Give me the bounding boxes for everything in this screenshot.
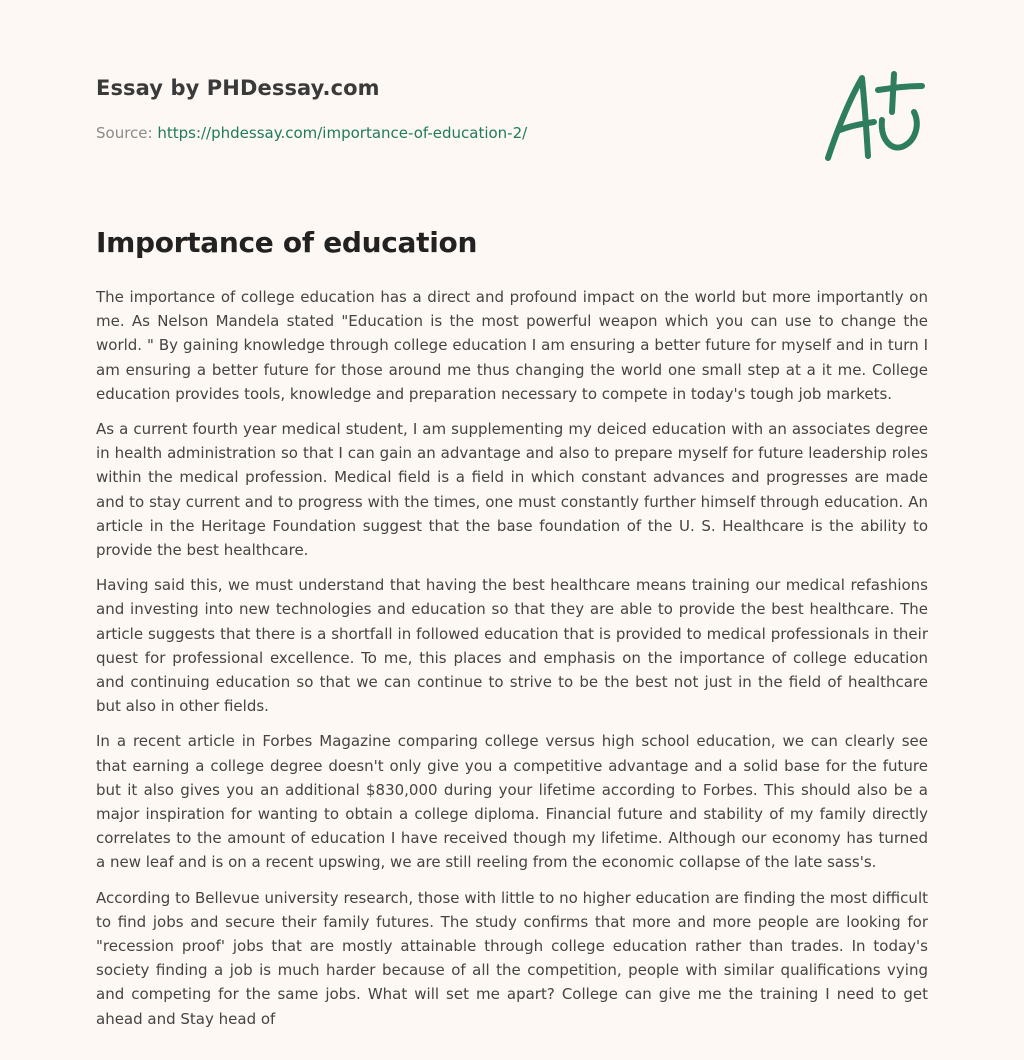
essay-paragraph: In a recent article in Forbes Magazine comparing college versus high school education, we can clearly see that earning a college degree doesn't only give you a competitive advantage and a solid base for the future but it also gives you an additional $830,000 during your lifetime according to Forbes. This should also be a major inspiration for wanting to obtain a college diploma. Financial future and stability of my family directly correlates to the amount of education I have received though my lifetime. Although our economy has turned a new leaf and is on a recent upswing, we are still reeling from the economic collapse of the late sass's. xyxy=(96,732,928,872)
essay-title: Importance of education xyxy=(96,226,478,259)
source-line xyxy=(96,124,527,142)
source-label: Source: xyxy=(96,124,158,142)
essay-paragraph: According to Bellevue university research, those with little to no higher education are finding the most difficult to find jobs and secure their family futures. The study confirms that more and more people are looking for "recession proof' jobs that are mostly attainable through college education rather than trades. In today's society finding a job is much harder because of all the competition, people with similar qualifications vying and competing for the same jobs. What will set me apart? College can give me the training I need to get ahead and Stay head of xyxy=(96,888,928,1028)
source-link[interactable]: https://phdessay.com/importance-of-education-2/ xyxy=(157,124,528,142)
essay-paragraph: The importance of college education has a direct and profound impact on the world but more importantly on me. As Nelson Mandela stated "Education is the most powerful weapon which you can use to change the world. " By gaining knowledge through college education I am ensuring a better future for myself and in turn I am ensuring a better future for those around me thus changing the world one small step at a it me. College education provides tools, knowledge and preparation necessary to compete in today's tough job markets. xyxy=(96,288,928,403)
essay-paragraph: As a current fourth year medical student, I am supplementing my deiced education with an associates degree in health administration so that I can gain an advantage and also to prepare myself for future leadership roles within the medical profession. Medical field is a field in which constant advances and progresses are made and to stay current and to progress with the times, one must constantly further himself through education. An article in the Heritage Foundation suggest that the base foundation of the U. S. Healthcare is the ability to provide the best healthcare. xyxy=(96,420,928,560)
page-header xyxy=(96,0,928,220)
essay-page xyxy=(96,0,928,1028)
a-plus-logo-icon xyxy=(822,68,926,164)
essay-paragraph: Having said this, we must understand that having the best healthcare means training our medical refashions and investing into new technologies and education so that they are able to provide the best healthcare. The article suggests that there is a shortfall in followed education that is provided to medical professionals in their quest for professional excellence. To me, this places and emphasis on the importance of college education and continuing education so that we can continue to strive to be the best not just in the field of healthcare but also in other fields. xyxy=(96,576,928,716)
essay-body xyxy=(96,285,928,1042)
site-brand: Essay by PHDessay.com xyxy=(96,76,380,100)
